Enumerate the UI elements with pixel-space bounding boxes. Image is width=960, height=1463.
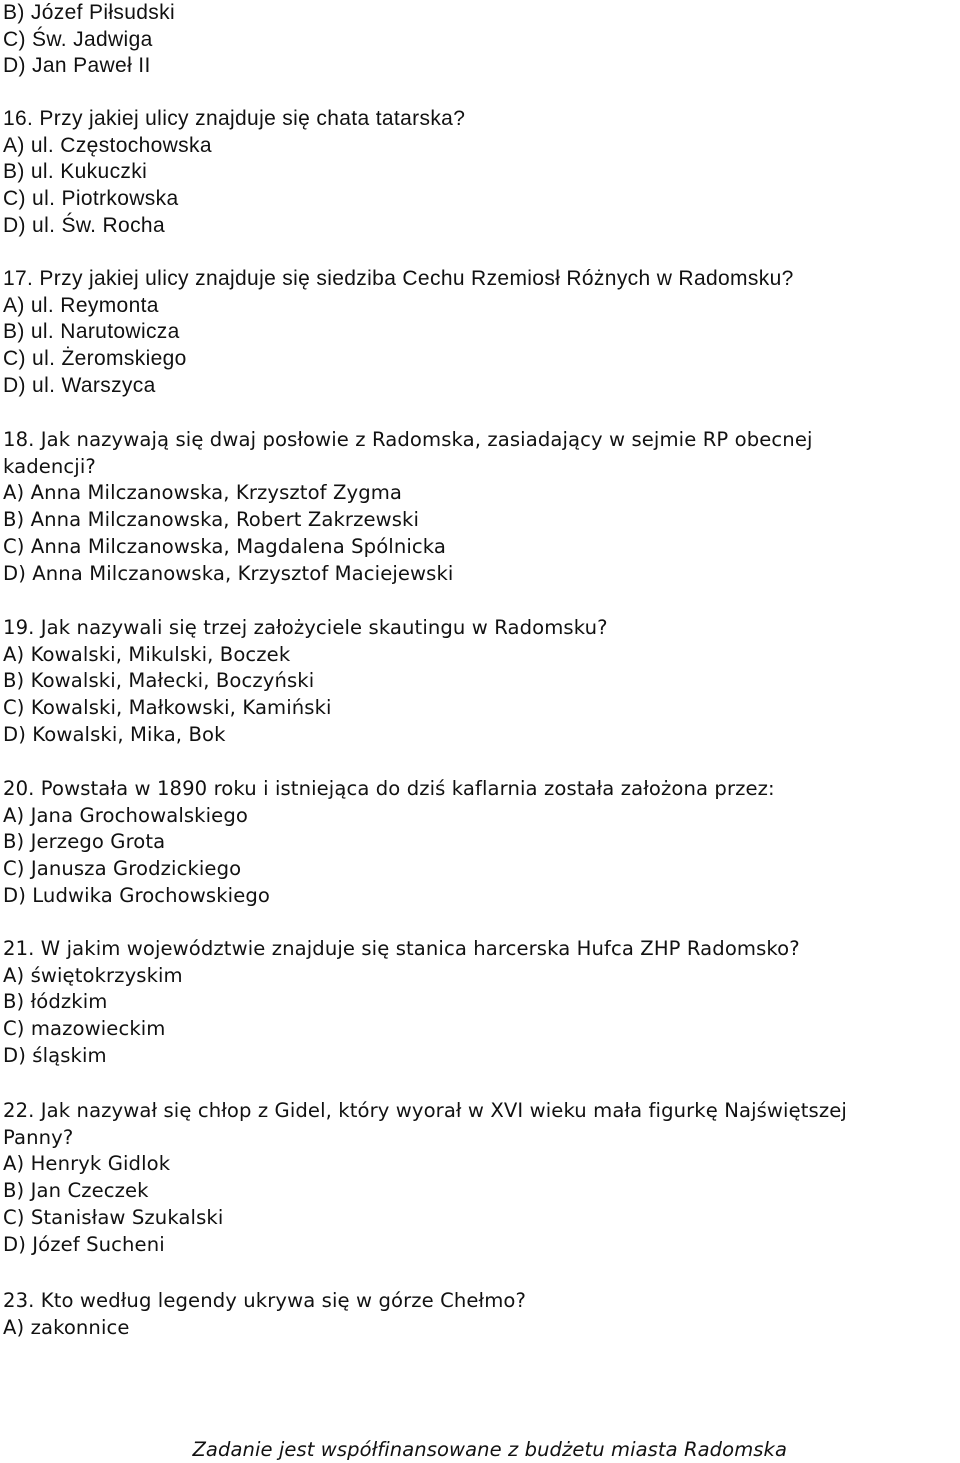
question-18 <box>3 427 958 587</box>
answer-c: C) Anna Milczanowska, Magdalena Spólnicka <box>3 534 446 558</box>
question-21 <box>3 936 958 1070</box>
answer-d: D) śląskim <box>3 1043 107 1067</box>
answer-b: B) ul. Narutowicza <box>3 320 180 344</box>
question-text-line-1: 18. Jak nazywają się dwaj posłowie z Radomska, zasiadający w sejmie RP obecnej <box>3 428 813 451</box>
question-text: 19. Jak nazywali się trzej założyciele skautingu w Radomsku? <box>3 616 608 639</box>
question-16 <box>3 106 958 240</box>
question-text-line-1: 22. Jak nazywał się chłop z Gidel, który wyorał w XVI wieku mała figurkę Najświętszej <box>3 1099 847 1122</box>
answer-c: C) Kowalski, Małkowski, Kamiński <box>3 696 332 720</box>
question-text: 23. Kto według legendy ukrywa się w górze Chełmo? <box>3 1289 526 1312</box>
answer-c: C) Stanisław Szukalski <box>3 1205 224 1229</box>
answer-d: D) ul. Warszyca <box>3 373 156 397</box>
question-text-line-2: Panny? <box>3 1125 74 1149</box>
answer-b: B) Anna Milczanowska, Robert Zakrzewski <box>3 508 420 532</box>
question-20 <box>3 776 958 910</box>
answer-b: B) Jan Czeczek <box>3 1179 149 1203</box>
answer-b: B) Józef Piłsudski <box>3 1 176 24</box>
answer-a: A) Anna Milczanowska, Krzysztof Zygma <box>3 481 403 505</box>
answer-a: A) świętokrzyskim <box>3 963 183 987</box>
question-19 <box>3 615 958 749</box>
question-text: 21. W jakim województwie znajduje się stanica harcerska Hufca ZHP Radomsko? <box>3 937 800 960</box>
answer-b: B) ul. Kukuczki <box>3 160 148 184</box>
answer-d: D) Józef Sucheni <box>3 1232 165 1256</box>
answer-c: C) ul. Piotrkowska <box>3 187 179 211</box>
answer-a: A) Henryk Gidlok <box>3 1152 171 1176</box>
question-17 <box>3 266 958 400</box>
question-text: 20. Powstała w 1890 roku i istniejąca do dziś kaflarnia została założona przez: <box>3 777 775 800</box>
answer-d: D) Kowalski, Mika, Bok <box>3 722 226 746</box>
answer-b: B) Kowalski, Małecki, Boczyński <box>3 669 315 693</box>
answer-d: D) Ludwika Grochowskiego <box>3 883 270 907</box>
answer-c: C) Św. Jadwiga <box>3 27 153 51</box>
answer-a: A) zakonnice <box>3 1315 130 1339</box>
answer-c: C) mazowieckim <box>3 1017 166 1041</box>
answer-d: D) ul. Św. Rocha <box>3 213 165 237</box>
answer-a: A) ul. Częstochowska <box>3 133 212 157</box>
question-15-answers <box>3 0 958 80</box>
answer-c: C) Janusza Grodzickiego <box>3 857 242 881</box>
question-text: 16. Przy jakiej ulicy znajduje się chata tatarska? <box>3 107 466 130</box>
answer-d: D) Anna Milczanowska, Krzysztof Maciejewski <box>3 561 454 585</box>
answer-b: B) Jerzego Grota <box>3 830 166 854</box>
question-text: 17. Przy jakiej ulicy znajduje się siedziba Cechu Rzemiosł Różnych w Radomsku? <box>3 267 794 290</box>
answer-a: A) Jana Grochowalskiego <box>3 803 248 827</box>
answer-c: C) ul. Żeromskiego <box>3 347 187 371</box>
answer-a: A) Kowalski, Mikulski, Boczek <box>3 642 291 666</box>
question-text-line-2: kadencji? <box>3 454 96 478</box>
question-22 <box>3 1098 958 1258</box>
answer-a: A) ul. Reymonta <box>3 293 159 317</box>
footer-funding-note: Zadanie jest współfinansowane z budżetu miasta Radomska <box>192 1438 787 1461</box>
answer-d: D) Jan Paweł II <box>3 54 151 78</box>
page-footer <box>0 1437 960 1463</box>
question-23 <box>3 1288 958 1341</box>
answer-b: B) łódzkim <box>3 990 108 1014</box>
